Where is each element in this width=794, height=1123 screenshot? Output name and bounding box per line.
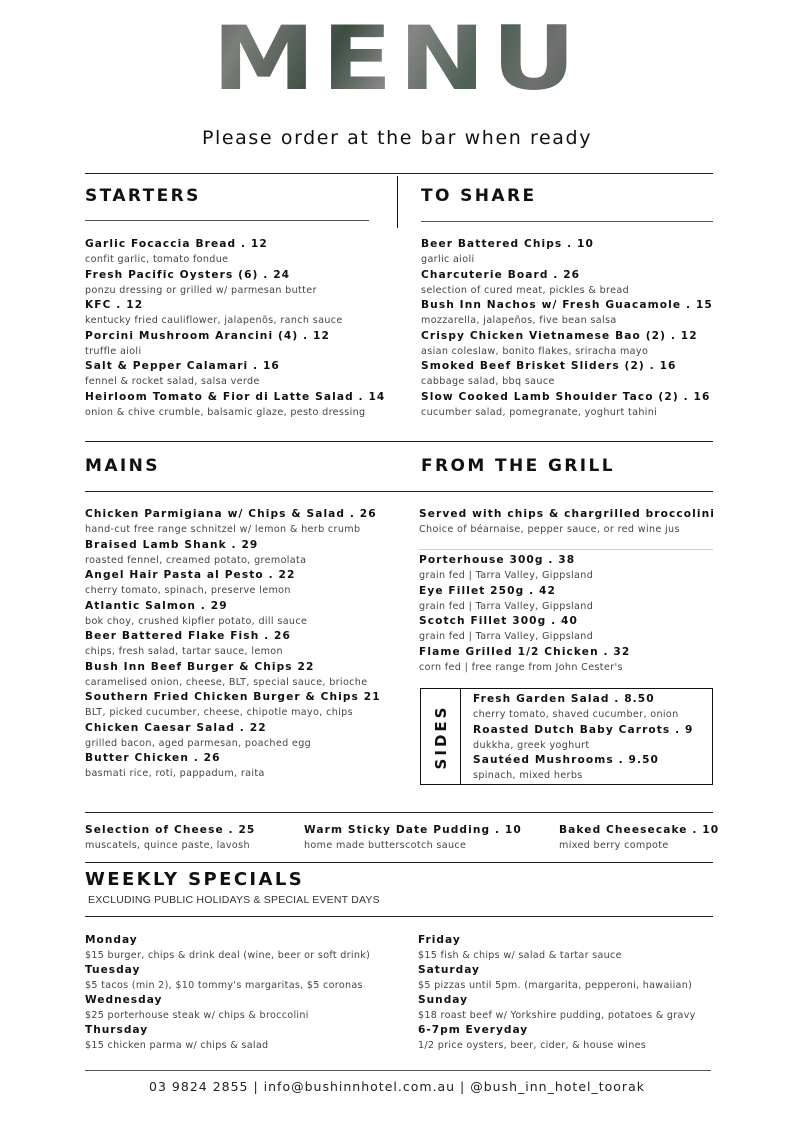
item-description: dukkha, greek yoghurt: [473, 739, 590, 751]
item-name: Beer Battered Flake Fish . 26: [85, 630, 291, 642]
item-description: mozzarella, jalapeños, five bean salsa: [421, 315, 617, 326]
section-title-starters: STARTERS: [85, 186, 201, 206]
special-day: Friday: [418, 934, 461, 946]
special-description: $25 porterhouse steak w/ chips & broccolini: [85, 1010, 309, 1021]
menu-item: [85, 690, 381, 721]
section-title-mains: MAINS: [85, 456, 160, 476]
item-description: cabbage salad, bbq sauce: [421, 376, 555, 387]
menu-item: [421, 268, 713, 299]
divider: [421, 221, 713, 222]
item-description: grilled bacon, aged parmesan, poached egg: [85, 737, 312, 749]
item-description: cherry tomato, shaved cucumber, onion: [473, 709, 679, 720]
dessert-item: [85, 823, 255, 854]
divider: [85, 220, 369, 221]
item-description: confit garlic, tomato fondue: [85, 254, 229, 265]
menu-item: [85, 568, 381, 599]
item-description: cherry tomato, spinach, preserve lemon: [85, 585, 291, 596]
menu-item: [85, 507, 381, 538]
item-name: Salt & Pepper Calamari . 16: [85, 360, 280, 372]
grill-served-with: Served with chips & chargrilled broccolini: [419, 508, 715, 520]
menu-item: [473, 753, 694, 784]
special-item: [418, 993, 696, 1023]
special-description: $5 pizzas until 5pm. (margarita, pepperoni, hawaiian): [418, 980, 693, 991]
special-description: $15 burger, chips & drink deal (wine, beer or soft drink): [85, 950, 371, 961]
item-description: chips, fresh salad, tartar sauce, lemon: [85, 646, 283, 657]
menu-item: [85, 660, 381, 691]
item-name: Scotch Fillet 300g . 40: [419, 615, 578, 627]
starters-list: [85, 237, 385, 420]
item-name: Flame Grilled 1/2 Chicken . 32: [419, 645, 631, 658]
item-name: Atlantic Salmon . 29: [85, 599, 228, 612]
contact-footer: 03 9824 2855 | info@bushinnhotel.com.au | @bush_inn_hotel_toorak: [149, 1079, 645, 1094]
special-day: Sunday: [418, 994, 469, 1006]
section-title-from-the-grill: FROM THE GRILL: [421, 456, 615, 476]
item-name: Southern Fried Chicken Burger & Chips 21: [85, 691, 381, 703]
item-name: Bush Inn Nachos w/ Fresh Guacamole . 15: [421, 299, 713, 311]
special-item: [85, 963, 370, 993]
item-name: Porterhouse 300g . 38: [419, 554, 576, 566]
special-day: 6-7pm Everyday: [418, 1024, 529, 1036]
menu-item: [421, 359, 713, 390]
item-name: Braised Lamb Shank . 29: [85, 538, 259, 551]
item-description: bok choy, crushed kipfler potato, dill sauce: [85, 615, 308, 627]
menu-title: MENU: [0, 14, 794, 102]
menu-item: [85, 538, 381, 569]
section-title-to-share: TO SHARE: [421, 186, 537, 206]
special-description: $18 roast beef w/ Yorkshire pudding, potatoes & gravy: [418, 1010, 696, 1021]
item-name: KFC . 12: [85, 299, 144, 311]
item-name: Chicken Parmigiana w/ Chips & Salad . 26: [85, 508, 377, 520]
menu-item: [421, 298, 713, 329]
specials-right-list: [418, 933, 696, 1053]
item-description: cucumber salad, pomegranate, yoghurt tahini: [421, 406, 658, 418]
item-description: grain fed | Tarra Valley, Gippsland: [419, 631, 594, 642]
special-description: $15 fish & chips w/ salad & tartar sauce: [418, 950, 622, 961]
special-day: Wednesday: [85, 994, 163, 1006]
menu-item: [419, 553, 630, 584]
grill-list: [419, 553, 630, 675]
divider: [85, 862, 713, 863]
item-description: kentucky fried cauliflower, jalapenõs, ranch sauce: [85, 315, 343, 326]
item-name: Sautéed Mushrooms . 9.50: [473, 754, 660, 766]
item-name: Bush Inn Beef Burger & Chips 22: [85, 660, 315, 673]
special-item: [418, 933, 696, 963]
item-description: grain fed | Tarra Valley, Gippsland: [419, 570, 594, 581]
specials-left-list: [85, 933, 370, 1053]
menu-item: [419, 584, 630, 615]
grill-sauce-choice: Choice of béarnaise, pepper sauce, or red wine jus: [419, 524, 680, 535]
special-day: Saturday: [418, 964, 480, 976]
menu-item: [419, 645, 630, 676]
sides-label-column: [421, 689, 461, 784]
menu-item: [85, 721, 381, 752]
item-description: BLT, picked cucumber, cheese, chipotle mayo, chips: [85, 707, 353, 718]
divider: [85, 491, 713, 492]
item-description: corn fed | free range from John Cester's: [419, 661, 623, 673]
menu-item: [85, 599, 381, 630]
item-description: home made butterscotch sauce: [304, 840, 467, 851]
column-divider: [397, 176, 398, 228]
item-name: Garlic Focaccia Bread . 12: [85, 238, 268, 250]
item-description: caramelised onion, cheese, BLT, special sauce, brioche: [85, 676, 368, 688]
item-name: Warm Sticky Date Pudding . 10: [304, 824, 522, 836]
item-name: Chicken Caesar Salad . 22: [85, 721, 267, 734]
sides-box: [420, 688, 713, 785]
section-title-sides: SIDES: [431, 704, 450, 769]
divider: [85, 1070, 711, 1071]
item-description: truffle aioli: [85, 345, 142, 357]
special-item: [85, 993, 370, 1023]
divider: [419, 549, 713, 550]
order-instruction: Please order at the bar when ready: [201, 127, 593, 149]
item-description: garlic aioli: [421, 254, 475, 265]
special-description: $15 chicken parma w/ chips & salad: [85, 1040, 269, 1051]
item-name: Roasted Dutch Baby Carrots . 9: [473, 723, 694, 736]
sides-list: [473, 692, 694, 784]
grill-intro: [419, 507, 715, 538]
menu-item: [85, 237, 385, 268]
divider: [85, 916, 713, 917]
item-name: Fresh Garden Salad . 8.50: [473, 693, 655, 705]
menu-item: [85, 629, 381, 660]
special-day: Tuesday: [85, 964, 141, 976]
dessert-item: [304, 823, 522, 854]
item-description: selection of cured meat, pickles & bread: [421, 284, 630, 296]
item-name: Porcini Mushroom Arancini (4) . 12: [85, 329, 330, 342]
item-name: Slow Cooked Lamb Shoulder Taco (2) . 16: [421, 390, 711, 403]
menu-item: [473, 723, 694, 754]
divider: [85, 441, 713, 442]
menu-item: [419, 614, 630, 645]
mains-list: [85, 507, 381, 782]
item-description: basmati rice, roti, pappadum, raita: [85, 768, 265, 779]
item-description: muscatels, quince paste, lavosh: [85, 840, 250, 851]
item-name: Baked Cheesecake . 10: [559, 824, 720, 836]
menu-item: [85, 298, 385, 329]
item-description: fennel & rocket salad, salsa verde: [85, 376, 260, 387]
special-description: 1/2 price oysters, beer, cider, & house wines: [418, 1040, 647, 1051]
menu-item: [85, 751, 381, 782]
special-item: [418, 963, 696, 993]
to-share-list: [421, 237, 713, 420]
item-name: Beer Battered Chips . 10: [421, 238, 594, 250]
specials-exclusion-note: EXCLUDING PUBLIC HOLIDAYS & SPECIAL EVENT DAYS: [88, 894, 380, 906]
menu-item: [421, 329, 713, 360]
special-description: $5 tacos (min 2), $10 tommy's margaritas, $5 coronas: [85, 980, 363, 991]
item-description: spinach, mixed herbs: [473, 770, 583, 781]
menu-item: [421, 390, 713, 421]
item-description: onion & chive crumble, balsamic glaze, pesto dressing: [85, 406, 366, 418]
special-item: [418, 1023, 696, 1053]
item-name: Butter Chicken . 26: [85, 752, 221, 764]
menu-item: [473, 692, 694, 723]
menu-item: [421, 237, 713, 268]
item-name: Smoked Beef Brisket Sliders (2) . 16: [421, 360, 677, 372]
item-description: grain fed | Tarra Valley, Gippsland: [419, 600, 594, 612]
item-name: Fresh Pacific Oysters (6) . 24: [85, 268, 291, 281]
special-item: [85, 933, 370, 963]
item-name: Charcuterie Board . 26: [421, 268, 581, 281]
menu-item: [85, 268, 385, 299]
divider: [85, 812, 713, 813]
menu-item: [85, 359, 385, 390]
special-day: Monday: [85, 934, 138, 946]
item-description: ponzu dressing or grilled w/ parmesan butter: [85, 284, 317, 296]
special-day: Thursday: [85, 1024, 149, 1036]
item-description: roasted fennel, creamed potato, gremolata: [85, 554, 307, 566]
section-title-weekly-specials: WEEKLY SPECIALS: [85, 869, 305, 890]
item-name: Eye Fillet 250g . 42: [419, 584, 556, 597]
item-name: Selection of Cheese . 25: [85, 824, 256, 836]
divider: [85, 173, 713, 174]
special-item: [85, 1023, 370, 1053]
item-name: Angel Hair Pasta al Pesto . 22: [85, 569, 296, 581]
menu-item: [85, 329, 385, 360]
item-name: Heirloom Tomato & Fior di Latte Salad . 14: [85, 390, 386, 403]
dessert-item: [559, 823, 719, 854]
item-description: asian coleslaw, bonito flakes, sriracha mayo: [421, 345, 649, 357]
item-name: Crispy Chicken Vietnamese Bao (2) . 12: [421, 329, 698, 342]
item-description: hand-cut free range schnitzel w/ lemon & herb crumb: [85, 524, 361, 535]
menu-item: [85, 390, 385, 421]
item-description: mixed berry compote: [559, 840, 669, 851]
